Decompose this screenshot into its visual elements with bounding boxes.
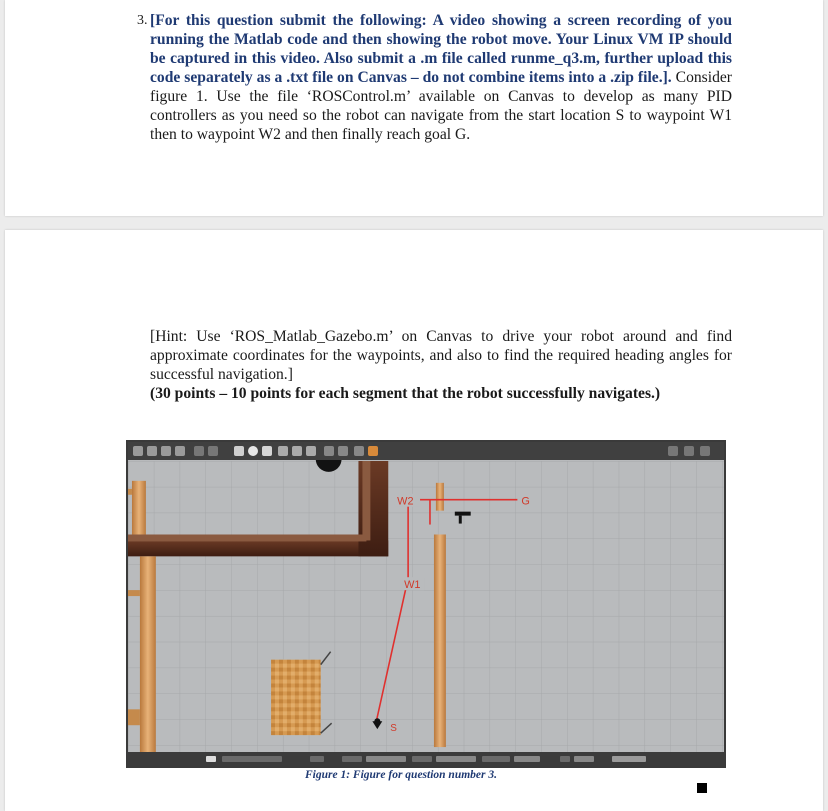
label-g: G <box>521 495 530 508</box>
status-rtf <box>310 756 324 762</box>
question-body: Consider figure 1. Use the file ‘ROSControl.m’ available on Canvas to develop as many PID controllers as you need so the robot can navigate from the start location S to waypoint W1 then to waypoint W2 and then finally reach goal G. <box>150 69 732 143</box>
gazebo-viewport <box>128 460 724 756</box>
status-simtime-label <box>342 756 362 762</box>
question-instructions: [For this question submit the following: A video showing a screen recording of you running the Matlab code and then showing the robot move. Your Linux VM IP should be captured in this video. Also submit a .m file called runme_q3.m, further upload this code separately as a .txt file on Canvas – do not combine items into a .zip file.]. <box>150 12 732 86</box>
label-w1: W1 <box>404 579 421 592</box>
plot-icon <box>700 446 710 456</box>
status-fps-label <box>560 756 570 762</box>
status-fps <box>574 756 594 762</box>
hint-paragraph <box>150 327 732 403</box>
page-bottom <box>5 230 823 811</box>
sphere-shape-icon <box>248 446 258 456</box>
gazebo-toolbar <box>128 442 724 460</box>
light-icon <box>278 446 288 456</box>
redo-icon <box>208 446 218 456</box>
pause-icon <box>206 756 216 762</box>
status-realtime <box>436 756 476 762</box>
copy-icon <box>324 446 334 456</box>
question-text <box>150 11 732 144</box>
points-text: (30 points – 10 points for each segment that the robot successfully navigates.) <box>150 385 661 402</box>
scale-icon <box>175 446 185 456</box>
status-realtime-label <box>412 756 432 762</box>
status-steps <box>222 756 282 762</box>
gazebo-statusbar <box>128 752 724 766</box>
cylinder-shape-icon <box>262 446 272 456</box>
undo-icon <box>194 446 204 456</box>
gazebo-figure <box>126 440 726 768</box>
question-number: 3. <box>137 13 148 28</box>
record-icon <box>684 446 694 456</box>
select-icon <box>133 446 143 456</box>
spot-light-icon <box>292 446 302 456</box>
hint-text: [Hint: Use ‘ROS_Matlab_Gazebo.m’ on Canvas to drive your robot around and find approximate coordinates for the waypoints, and also to find the required heading angles for successful navigation.] <box>150 328 732 383</box>
figure-caption: Figure 1: Figure for question number 3. <box>304 769 498 781</box>
page-top <box>5 0 823 216</box>
paste-icon <box>338 446 348 456</box>
box-shape-icon <box>234 446 244 456</box>
rotate-icon <box>161 446 171 456</box>
screenshot-icon <box>668 446 678 456</box>
end-square-mark <box>697 783 707 793</box>
label-w2: W2 <box>397 495 414 508</box>
snap-icon <box>368 446 378 456</box>
align-icon <box>354 446 364 456</box>
status-iterations-label <box>482 756 510 762</box>
status-simtime <box>366 756 406 762</box>
translate-icon <box>147 446 157 456</box>
wooden-wall <box>128 461 388 556</box>
status-iterations <box>514 756 540 762</box>
reset-time-button[interactable] <box>612 756 646 762</box>
dir-light-icon <box>306 446 316 456</box>
label-s: S <box>390 723 397 735</box>
